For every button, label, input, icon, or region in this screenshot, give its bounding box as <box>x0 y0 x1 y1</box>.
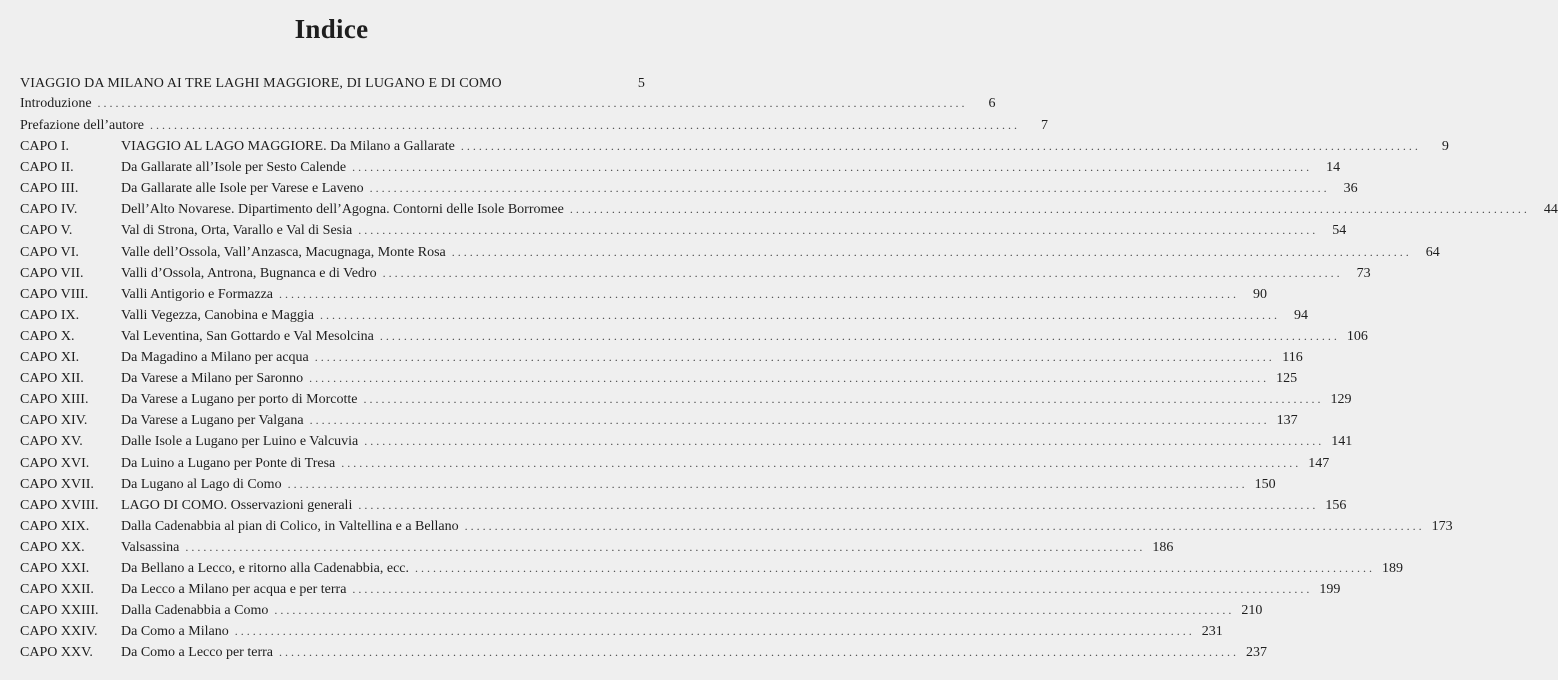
chapter-title: Da Varese a Lugano per Valgana <box>121 413 304 429</box>
chapter-number: CAPO XXIV. <box>20 624 98 640</box>
toc-entry-prefazione <box>20 115 1048 135</box>
chapter-number: CAPO XX. <box>20 539 85 555</box>
toc-chapter-row <box>20 347 1303 367</box>
dot-leader: ................................................................................................................................................................ <box>464 518 1425 533</box>
chapter-title: Valli d’Ossola, Antrona, Bugnanca e di Vedro <box>121 265 377 281</box>
toc-chapter-row <box>20 136 1449 156</box>
dot-leader: ................................................................................................................................................................ <box>569 202 1530 217</box>
dot-leader: ................................................................................................................................................................ <box>358 223 1319 238</box>
chapter-page: 231 <box>1201 624 1223 640</box>
entry-page: 7 <box>1041 118 1048 133</box>
chapter-title: Dalla Cadenabbia a Como <box>121 603 269 619</box>
chapter-page: 9 <box>1441 139 1449 154</box>
toc-chapter-row <box>20 516 1453 536</box>
dot-leader: ................................................................................................................................................................ <box>379 328 1340 343</box>
chapter-title: Da Varese a Lugano per porto di Morcotte <box>121 392 358 408</box>
chapter-title: Da Magadino a Milano per acqua <box>121 350 309 365</box>
chapter-title: Da Lugano al Lago di Como <box>121 476 282 492</box>
chapter-title: Dalla Cadenabbia al pian di Colico, in Valtellina e a Bellano <box>121 518 459 534</box>
chapter-number: CAPO XIV. <box>20 413 88 429</box>
chapter-page: 141 <box>1331 434 1353 450</box>
chapter-number: CAPO IX. <box>20 307 80 323</box>
dot-leader: ................................................................................................................................................................ <box>274 603 1235 618</box>
chapter-number: CAPO XIX. <box>20 518 90 534</box>
dot-leader: ................................................................................................................................................................ <box>460 139 1421 153</box>
toc-chapter-row <box>20 220 1347 240</box>
dot-leader: ................................................................................................................................................................ <box>234 624 1195 639</box>
dot-leader: ................................................................................................................................................................ <box>364 434 1325 449</box>
toc-chapter-row <box>20 157 1341 177</box>
toc-chapter-row <box>20 537 1174 557</box>
chapter-number: CAPO V. <box>20 223 73 239</box>
chapter-title: Valli Vegezza, Canobina e Maggia <box>121 307 314 323</box>
toc-chapter-row <box>20 389 1352 409</box>
toc-chapter-row <box>20 495 1347 515</box>
chapter-page: 125 <box>1276 371 1298 387</box>
chapter-title: Da Como a Milano <box>121 624 229 640</box>
chapter-title: LAGO DI COMO. Osservazioni generali <box>121 497 353 513</box>
chapter-page: 54 <box>1332 223 1347 239</box>
page-title: Indice <box>294 14 369 44</box>
chapter-number: CAPO XIII. <box>20 392 89 408</box>
dot-leader: ................................................................................................................................................................ <box>358 497 1319 512</box>
chapter-title: VIAGGIO AL LAGO MAGGIORE. Da Milano a Gallarate <box>121 139 455 154</box>
toc-entry-introduzione <box>20 93 996 113</box>
chapter-number: CAPO X. <box>20 328 75 344</box>
chapter-page: 64 <box>1425 244 1440 260</box>
chapter-title: Valsassina <box>121 539 180 555</box>
chapter-page: 147 <box>1308 455 1330 471</box>
chapter-page: 237 <box>1245 645 1267 661</box>
chapter-number: CAPO VII. <box>20 265 84 281</box>
chapter-page: 199 <box>1319 582 1341 598</box>
main-heading-text: VIAGGIO DA MILANO AI TRE LAGHI MAGGIORE, DI LUGANO E DI COMO <box>20 76 502 91</box>
chapter-page: 73 <box>1356 265 1371 281</box>
dot-leader: ................................................................................................................................................. <box>97 96 968 110</box>
chapter-page: 156 <box>1325 497 1347 513</box>
chapter-page: 150 <box>1254 476 1276 492</box>
toc-chapter-row <box>20 600 1263 620</box>
dot-leader: ................................................................................................................................................................ <box>185 539 1146 554</box>
chapter-title: Dell’Alto Novarese. Dipartimento dell’Agogna. Contorni delle Isole Borromee <box>121 202 564 218</box>
chapter-number: CAPO IV. <box>20 202 78 218</box>
chapter-page: 173 <box>1431 518 1453 534</box>
dot-leader: ................................................................................................................................................................ <box>352 582 1313 597</box>
chapter-page: 106 <box>1346 328 1368 344</box>
dot-leader: ................................................................................................................................................................ <box>309 371 1270 386</box>
chapter-page: 116 <box>1282 350 1303 365</box>
chapter-title: Da Como a Lecco per terra <box>121 645 273 661</box>
chapter-page: 189 <box>1382 561 1404 576</box>
toc-chapter-row <box>20 642 1267 662</box>
chapter-number: CAPO XVII. <box>20 476 94 492</box>
dot-leader: ................................................................................................................................................................ <box>382 265 1343 280</box>
toc-chapter-row <box>20 621 1223 641</box>
dot-leader: ................................................................................................................................................................ <box>451 244 1412 259</box>
chapter-number: CAPO XVI. <box>20 455 90 471</box>
toc-chapter-row <box>20 305 1308 325</box>
chapter-number: CAPO I. <box>20 139 70 154</box>
dot-leader: ................................................................................................................................................................ <box>363 392 1324 407</box>
chapter-title: Valli Antigorio e Formazza <box>121 286 274 302</box>
dot-leader: ................................................................................................................................................................ <box>352 160 1313 175</box>
main-heading <box>20 76 645 92</box>
chapter-number: CAPO XVIII. <box>20 497 99 513</box>
dot-leader: ................................................................................................................................................................ <box>278 645 1239 660</box>
dot-leader: ................................................................................................................................................................ <box>415 561 1376 575</box>
dot-leader: ................................................................................................................................................................ <box>309 413 1270 428</box>
dot-leader: ................................................................................................................................................................ <box>341 455 1302 470</box>
chapter-number: CAPO XV. <box>20 434 83 450</box>
chapter-number: CAPO XXIII. <box>20 603 99 619</box>
toc-chapter-row <box>20 410 1298 430</box>
main-heading-page: 5 <box>637 76 645 91</box>
dot-leader: ................................................................................................................................................................ <box>287 476 1248 491</box>
dot-leader: ................................................................................................................................................................ <box>279 286 1240 301</box>
entry-title: Prefazione dell’autore <box>20 118 144 133</box>
entry-page: 6 <box>988 96 996 111</box>
toc-chapter-row <box>20 431 1353 451</box>
chapter-page: 44 <box>1543 202 1558 218</box>
chapter-number: CAPO XXII. <box>20 582 94 598</box>
toc-chapter-row <box>20 579 1341 599</box>
chapter-page: 186 <box>1152 539 1174 555</box>
chapter-title: Da Varese a Milano per Saronno <box>121 371 304 387</box>
dot-leader: ................................................................................................................................................. <box>150 118 1020 132</box>
chapter-title: Da Bellano a Lecco, e ritorno alla Cadenabbia, ecc. <box>121 561 410 576</box>
chapter-page: 94 <box>1293 307 1308 323</box>
toc-chapter-row <box>20 199 1558 219</box>
entry-title: Introduzione <box>20 96 92 111</box>
chapter-title: Dalle Isole a Lugano per Luino e Valcuvia <box>121 434 359 450</box>
dot-leader: ................................................................................................................................................................ <box>314 350 1275 364</box>
toc-chapter-row <box>20 474 1276 494</box>
chapter-number: CAPO XI. <box>20 350 80 365</box>
chapter-page: 14 <box>1326 160 1341 176</box>
chapter-number: CAPO VIII. <box>20 286 89 302</box>
chapter-title: Valle dell’Ossola, Vall’Anzasca, Macugnaga, Monte Rosa <box>121 244 446 260</box>
chapter-title: Da Gallarate alle Isole per Varese e Laveno <box>121 181 364 197</box>
dot-leader: ................................................................................................................................................................ <box>319 307 1280 322</box>
chapter-title: Da Lecco a Milano per acqua e per terra <box>121 582 347 598</box>
toc-chapter-row <box>20 284 1268 304</box>
toc-chapter-row <box>20 263 1371 283</box>
chapter-page: 90 <box>1253 286 1268 302</box>
chapter-page: 137 <box>1276 413 1298 429</box>
toc-chapter-row <box>20 453 1330 473</box>
chapter-number: CAPO VI. <box>20 244 79 260</box>
toc-chapter-row <box>20 178 1358 198</box>
chapter-number: CAPO XXI. <box>20 561 90 576</box>
chapter-number: CAPO III. <box>20 181 79 197</box>
toc-chapter-row <box>20 368 1298 388</box>
chapter-title: Da Gallarate all’Isole per Sesto Calende <box>121 160 347 176</box>
toc-chapter-row <box>20 326 1368 346</box>
chapter-number: CAPO XXV. <box>20 645 93 661</box>
chapter-page: 36 <box>1343 181 1358 197</box>
toc-chapter-row <box>20 558 1404 578</box>
chapter-title: Val Leventina, San Gottardo e Val Mesolcina <box>121 328 374 344</box>
dot-leader: ................................................................................................................................................................ <box>369 181 1330 196</box>
chapter-number: CAPO XII. <box>20 371 84 387</box>
toc-chapter-row <box>20 242 1440 262</box>
chapter-title: Val di Strona, Orta, Varallo e Val di Sesia <box>121 223 353 239</box>
chapter-page: 129 <box>1330 392 1352 408</box>
chapter-title: Da Luino a Lugano per Ponte di Tresa <box>121 455 336 471</box>
chapter-number: CAPO II. <box>20 160 74 176</box>
chapter-page: 210 <box>1241 603 1263 619</box>
